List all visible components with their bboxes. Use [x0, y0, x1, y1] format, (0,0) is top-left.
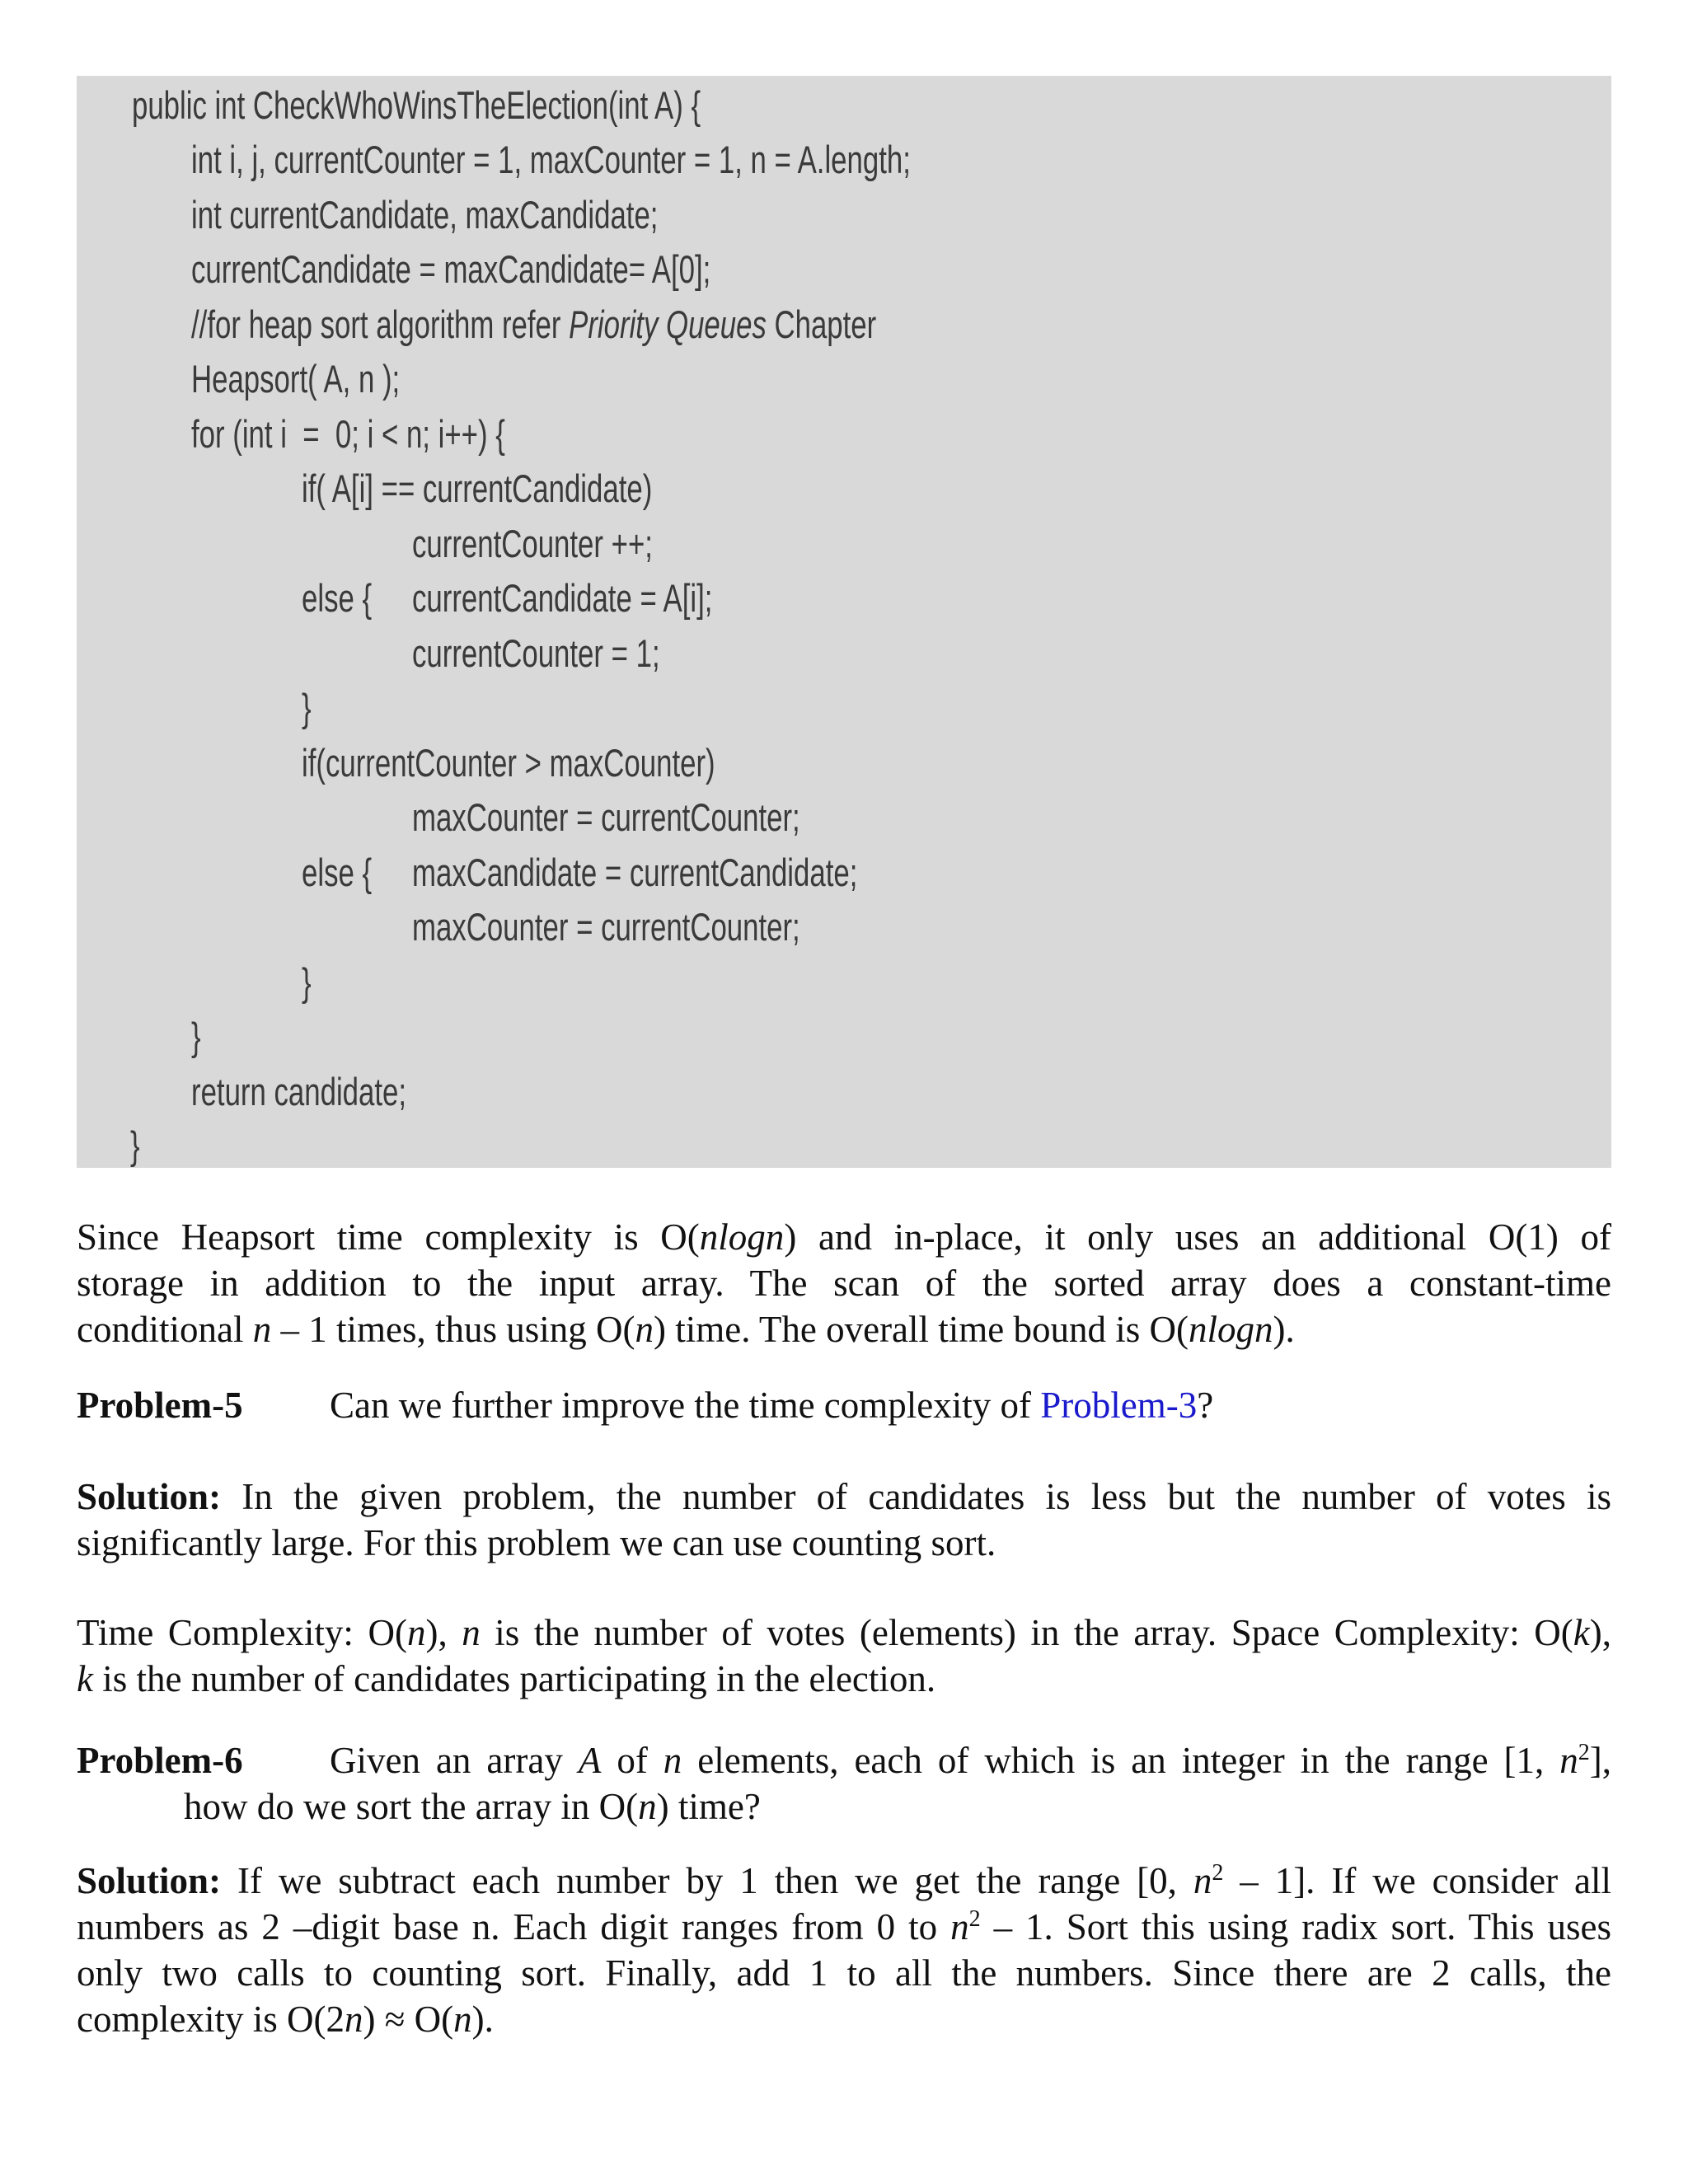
- code-line-10a: else {: [302, 576, 373, 620]
- math-var: n: [406, 1612, 426, 1653]
- code-line-14: maxCounter = currentCounter;: [412, 795, 800, 839]
- solution-label: Solution:: [77, 1476, 222, 1517]
- text: how do we sort the array in O(: [184, 1786, 639, 1827]
- code-line-16: maxCounter = currentCounter;: [412, 905, 800, 949]
- complexity-note: [77, 1610, 1611, 1702]
- code-comment-end: Chapter: [766, 302, 877, 346]
- text: of: [601, 1740, 663, 1781]
- solution-6-paragraph: [77, 1858, 1611, 2042]
- math-var: A: [578, 1740, 602, 1781]
- math-var: n: [663, 1740, 682, 1781]
- paragraph-line: [330, 1737, 1611, 1783]
- math-var: n: [1193, 1860, 1212, 1901]
- superscript: 2: [1578, 1740, 1590, 1765]
- math-var: n: [252, 1309, 272, 1350]
- paragraph-line: [77, 1610, 1611, 1656]
- math-var: n: [950, 1906, 969, 1947]
- code-line-3: int currentCandidate, maxCandidate;: [191, 193, 659, 237]
- code-line-11: currentCounter = 1;: [412, 631, 660, 675]
- problem-5-label: Problem-5: [77, 1385, 243, 1426]
- superscript: 2: [968, 1906, 981, 1932]
- code-line-19: return candidate;: [191, 1070, 407, 1113]
- text: complexity is O(2: [77, 1999, 345, 2040]
- code-line-7: for (int i = 0; i < n; i++) {: [191, 412, 505, 456]
- math-var: n: [344, 1999, 363, 2040]
- code-line-13: if(currentCounter > maxCounter): [302, 741, 715, 785]
- code-comment: //for heap sort algorithm refer: [191, 302, 570, 346]
- problem-3-link[interactable]: Problem-3: [1040, 1385, 1198, 1426]
- paragraph-line: [77, 1858, 1611, 1904]
- solution-label: Solution:: [77, 1860, 222, 1901]
- text: Time Complexity: O(: [77, 1612, 407, 1653]
- paragraph-line: storage in addition to the input array. The scan of the sorted array does a constant-time: [77, 1263, 1611, 1304]
- text: – 1]. If we consider all: [1223, 1860, 1611, 1901]
- text: – 1. Sort this using radix sort. This uses: [980, 1906, 1611, 1947]
- text: – 1 times, thus using O(: [271, 1309, 635, 1350]
- text: ) time?: [656, 1786, 761, 1827]
- math-var: k: [1573, 1612, 1590, 1653]
- code-line-4: currentCandidate = maxCandidate= A[0];: [191, 247, 711, 291]
- solution-5-paragraph: [77, 1474, 1611, 1566]
- math-var: n: [638, 1786, 657, 1827]
- math-var: n: [1559, 1740, 1578, 1781]
- code-line-15a: else {: [302, 851, 373, 894]
- math-var: n: [462, 1612, 481, 1653]
- problem-6-line-2: [184, 1783, 761, 1830]
- code-closing-brace: }: [130, 1123, 140, 1167]
- paragraph-line: [77, 1904, 1611, 1950]
- paragraph-line: [77, 1306, 1611, 1352]
- code-line-17: }: [302, 960, 312, 1004]
- text: ) time. The overall time bound is O(: [653, 1309, 1189, 1350]
- text: Given an array: [330, 1740, 579, 1781]
- paragraph-line: [77, 1474, 1611, 1520]
- math-var: n: [635, 1309, 654, 1350]
- code-line-1: public int CheckWhoWinsTheElection(int A) {: [132, 83, 701, 127]
- text: Can we further improve the time complexity of: [330, 1385, 1041, 1426]
- text: If we subtract each number by 1 then we get the range [0,: [221, 1860, 1193, 1901]
- code-line-18: }: [191, 1015, 201, 1058]
- text: ) ≈ O(: [363, 1999, 454, 2040]
- text: ).: [1273, 1309, 1295, 1350]
- code-line-9: currentCounter ++;: [412, 522, 653, 565]
- math-var: n: [453, 1999, 472, 2040]
- text: In the given problem, the number of candidates is less but the number of votes is: [221, 1476, 1611, 1517]
- superscript: 2: [1212, 1860, 1224, 1886]
- text: ).: [471, 1999, 494, 2040]
- text: ?: [1197, 1385, 1214, 1426]
- text: ) and in-place, it only uses an additional O(1) of: [784, 1216, 1611, 1258]
- text: ],: [1589, 1740, 1611, 1781]
- paragraph-line: [77, 1656, 1611, 1702]
- code-line-6: Heapsort( A, n );: [191, 357, 401, 401]
- code-line-10b: currentCandidate = A[i];: [412, 576, 713, 620]
- text: conditional: [77, 1309, 253, 1350]
- problem-6-line-1: [330, 1737, 1611, 1783]
- code-line-5: [191, 302, 876, 348]
- text: Since Heapsort time complexity is O(: [77, 1216, 700, 1258]
- text: numbers as 2 –digit base n. Each digit ranges from 0 to: [77, 1906, 951, 1947]
- text: is the number of votes (elements) in the array. Space Complexity: O(: [480, 1612, 1573, 1653]
- code-line-12: }: [302, 686, 312, 729]
- code-comment-italic: Priority Queues: [569, 302, 767, 346]
- code-line-2: int i, j, currentCounter = 1, maxCounter = 1, n = A.length;: [191, 138, 911, 181]
- paragraph-line: only two calls to counting sort. Finally, add 1 to all the numbers. Since there are 2 calls, the: [77, 1952, 1611, 1994]
- complexity-paragraph: [77, 1214, 1611, 1352]
- problem-6-label: Problem-6: [77, 1740, 243, 1781]
- paragraph-line: [77, 1996, 1611, 2042]
- math-var: k: [77, 1658, 93, 1699]
- text: ),: [425, 1612, 462, 1653]
- paragraph-line: significantly large. For this problem we can use counting sort.: [77, 1522, 996, 1563]
- code-line-15b: maxCandidate = currentCandidate;: [412, 851, 858, 894]
- text: ),: [1589, 1612, 1611, 1653]
- code-line-8: if( A[i] == currentCandidate): [302, 466, 653, 510]
- problem-5-text: [330, 1382, 1213, 1428]
- text: elements, each of which is an integer in the range [1,: [682, 1740, 1560, 1781]
- math-var: nlogn: [699, 1216, 785, 1258]
- paragraph-line: [77, 1214, 1611, 1260]
- math-var: nlogn: [1189, 1309, 1273, 1350]
- text: is the number of candidates participating in the election.: [92, 1658, 936, 1699]
